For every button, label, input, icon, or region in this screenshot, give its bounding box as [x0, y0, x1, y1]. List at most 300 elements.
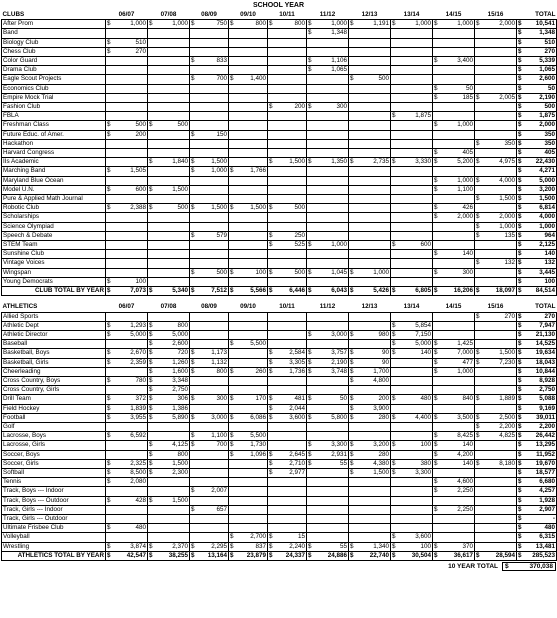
amount-cell — [106, 241, 148, 250]
amount-value: 1,736 — [289, 367, 305, 375]
amount-cell — [307, 312, 349, 321]
currency-sign: $ — [308, 441, 312, 449]
currency-sign: $ — [518, 277, 522, 285]
amount-value: 1,500 — [211, 158, 227, 166]
amount-cell — [190, 514, 229, 523]
currency-sign: $ — [149, 340, 153, 348]
amount-value: 2,000 — [499, 213, 515, 221]
amount-cell — [268, 422, 307, 431]
amount-cell — [148, 121, 190, 130]
amount-cell — [106, 330, 148, 339]
amount-value: 372 — [135, 395, 146, 403]
amount-cell — [229, 367, 268, 376]
year-header: 06/07 — [106, 303, 148, 312]
amount-cell — [106, 75, 148, 84]
currency-sign: $ — [434, 505, 438, 513]
currency-sign: $ — [434, 395, 438, 403]
currency-sign: $ — [350, 75, 354, 83]
currency-sign: $ — [269, 231, 273, 239]
amount-cell — [229, 312, 268, 321]
amount-cell — [391, 47, 433, 56]
amount-cell — [433, 367, 475, 376]
table-row — [2, 367, 557, 376]
amount-cell — [268, 542, 307, 551]
amount-cell — [148, 222, 190, 231]
row-label: Ultimate Frisbee Club — [2, 524, 106, 533]
row-total — [517, 20, 557, 29]
row-total — [517, 524, 557, 533]
amount-cell — [391, 93, 433, 102]
row-total — [517, 367, 557, 376]
amount-cell — [307, 268, 349, 277]
amount-cell — [391, 195, 433, 204]
amount-cell — [148, 312, 190, 321]
row-label: Speech & Debate — [2, 231, 106, 240]
amount-value: 1,340 — [373, 542, 389, 550]
amount-value: 1,889 — [499, 395, 515, 403]
amount-value: 300 — [216, 395, 227, 403]
amount-cell — [268, 496, 307, 505]
amount-value: 6,805 — [415, 287, 431, 295]
amount-cell — [433, 450, 475, 459]
amount-cell — [106, 259, 148, 268]
currency-sign: $ — [476, 395, 480, 403]
amount-cell — [475, 312, 517, 321]
year-header: 08/09 — [190, 11, 229, 20]
amount-cell — [106, 413, 148, 422]
amount-cell — [475, 413, 517, 422]
amount-value: 170 — [255, 395, 266, 403]
amount-cell — [307, 222, 349, 231]
amount-cell — [148, 468, 190, 477]
amount-cell — [190, 367, 229, 376]
currency-sign: $ — [518, 75, 522, 83]
currency-sign: $ — [191, 75, 195, 83]
amount-cell — [391, 259, 433, 268]
amount-value: 1,505 — [130, 167, 146, 175]
amount-cell — [268, 93, 307, 102]
currency-sign: $ — [230, 75, 234, 83]
amount-value: 7,512 — [211, 287, 227, 295]
year-header: 11/12 — [307, 11, 349, 20]
amount-cell — [349, 121, 391, 130]
currency-sign: $ — [434, 287, 438, 295]
ten-year-total — [1, 562, 556, 571]
ten-year-total-value: $ 370,038 — [502, 562, 556, 571]
amount-cell — [229, 213, 268, 222]
amount-cell — [268, 139, 307, 148]
currency-sign: $ — [350, 287, 354, 295]
amount-cell — [190, 139, 229, 148]
amount-cell — [190, 441, 229, 450]
amount-value: 1,100 — [457, 185, 473, 193]
total-value: 9,169 — [539, 404, 555, 412]
amount-value: 1,500 — [499, 195, 515, 203]
currency-sign: $ — [308, 29, 312, 37]
amount-cell — [475, 130, 517, 139]
currency-sign: $ — [434, 358, 438, 366]
amount-value: 22,740 — [369, 551, 389, 559]
amount-value: 4,380 — [373, 459, 389, 467]
amount-value: 510 — [135, 38, 146, 46]
amount-value: 2,388 — [130, 204, 146, 212]
amount-value: 480 — [135, 524, 146, 532]
total-value: 22,430 — [535, 158, 555, 166]
amount-cell — [307, 185, 349, 194]
amount-cell — [391, 441, 433, 450]
athletics-summary-row — [2, 551, 557, 560]
currency-sign: $ — [230, 395, 234, 403]
currency-sign: $ — [149, 321, 153, 329]
currency-sign: $ — [107, 185, 111, 193]
amount-cell — [229, 349, 268, 358]
amount-cell — [229, 277, 268, 286]
amount-cell — [349, 441, 391, 450]
currency-sign: $ — [350, 268, 354, 276]
currency-sign: $ — [518, 103, 522, 111]
amount-value: 780 — [135, 376, 146, 384]
amount-cell — [148, 149, 190, 158]
amount-cell — [391, 330, 433, 339]
amount-cell — [475, 204, 517, 213]
table-row — [2, 167, 557, 176]
row-total — [517, 514, 557, 523]
row-label: Allied Sports — [2, 312, 106, 321]
currency-sign: $ — [107, 358, 111, 366]
amount-value: 5,890 — [172, 413, 188, 421]
amount-value: 2,750 — [172, 386, 188, 394]
amount-cell — [307, 386, 349, 395]
amount-cell — [148, 551, 190, 560]
amount-cell — [433, 231, 475, 240]
amount-cell — [268, 524, 307, 533]
amount-cell — [268, 130, 307, 139]
amount-cell — [190, 404, 229, 413]
currency-sign: $ — [191, 57, 195, 65]
amount-value: 132 — [504, 259, 515, 267]
currency-sign: $ — [518, 533, 522, 541]
amount-cell — [391, 496, 433, 505]
amount-cell — [268, 277, 307, 286]
amount-cell — [349, 195, 391, 204]
amount-cell — [106, 222, 148, 231]
row-total — [517, 422, 557, 431]
amount-value: 500 — [135, 121, 146, 129]
table-row — [2, 149, 557, 158]
total-value: 270 — [544, 47, 555, 55]
amount-value: 837 — [255, 542, 266, 550]
currency-sign: $ — [518, 222, 522, 230]
currency-sign: $ — [518, 312, 522, 320]
amount-cell — [349, 349, 391, 358]
amount-value: 7,000 — [457, 349, 473, 357]
currency-sign: $ — [350, 330, 354, 338]
amount-cell — [475, 250, 517, 259]
currency-sign: $ — [107, 376, 111, 384]
amount-cell — [349, 505, 391, 514]
amount-cell — [106, 287, 148, 296]
amount-cell — [190, 487, 229, 496]
amount-cell — [349, 84, 391, 93]
amount-cell — [190, 349, 229, 358]
row-total — [517, 185, 557, 194]
amount-value: 380 — [420, 459, 431, 467]
total-value: 4,271 — [539, 167, 555, 175]
amount-value: 6,446 — [289, 287, 305, 295]
amount-cell — [475, 395, 517, 404]
currency-sign: $ — [434, 213, 438, 221]
amount-cell — [349, 93, 391, 102]
amount-cell — [268, 185, 307, 194]
amount-cell — [229, 432, 268, 441]
amount-cell — [229, 395, 268, 404]
row-total — [517, 468, 557, 477]
amount-cell — [307, 38, 349, 47]
row-label: Athletic Director — [2, 330, 106, 339]
amount-cell — [349, 468, 391, 477]
amount-cell — [148, 93, 190, 102]
year-header: 12/13 — [349, 11, 391, 20]
currency-sign: $ — [476, 158, 480, 166]
row-label: Chess Club — [2, 47, 106, 56]
total-value: 13,295 — [535, 441, 555, 449]
row-label: Track, Boys --- Outdoor — [2, 496, 106, 505]
currency-sign: $ — [518, 358, 522, 366]
currency-sign: $ — [269, 103, 273, 111]
amount-value: 350 — [504, 139, 515, 147]
currency-sign: $ — [149, 395, 153, 403]
total-value: 4,257 — [539, 487, 555, 495]
currency-sign: $ — [308, 66, 312, 74]
table-row — [2, 195, 557, 204]
amount-cell — [106, 432, 148, 441]
currency-sign: $ — [107, 330, 111, 338]
amount-cell — [148, 413, 190, 422]
amount-cell — [475, 121, 517, 130]
currency-sign: $ — [308, 241, 312, 249]
total-value: 19,634 — [535, 349, 555, 357]
amount-cell — [349, 551, 391, 560]
amount-value: 500 — [177, 204, 188, 212]
amount-cell — [148, 167, 190, 176]
currency-sign: $ — [149, 459, 153, 467]
amount-cell — [268, 112, 307, 121]
currency-sign: $ — [230, 367, 234, 375]
amount-cell — [190, 340, 229, 349]
row-label: Wingspan — [2, 268, 106, 277]
amount-cell — [475, 158, 517, 167]
row-label: Pure & Applied Math Journal — [2, 195, 106, 204]
amount-value: 1,000 — [457, 367, 473, 375]
amount-value: 1,500 — [499, 349, 515, 357]
amount-cell — [307, 349, 349, 358]
amount-cell — [433, 47, 475, 56]
amount-cell — [106, 459, 148, 468]
year-header: 07/08 — [148, 11, 190, 20]
amount-value: 1,000 — [130, 20, 146, 28]
amount-cell — [475, 496, 517, 505]
amount-cell — [268, 84, 307, 93]
amount-value: 800 — [294, 20, 305, 28]
amount-cell — [349, 496, 391, 505]
amount-cell — [190, 195, 229, 204]
amount-value: 500 — [216, 268, 227, 276]
amount-cell — [349, 112, 391, 121]
amount-cell — [268, 176, 307, 185]
amount-value: 55 — [339, 459, 347, 467]
amount-value: 3,955 — [130, 413, 146, 421]
row-label: Track, Girls --- Outdoor — [2, 514, 106, 523]
currency-sign: $ — [518, 139, 522, 147]
amount-cell — [268, 287, 307, 296]
currency-sign: $ — [518, 349, 522, 357]
amount-cell — [349, 413, 391, 422]
amount-cell — [475, 231, 517, 240]
row-label: Eagle Scout Projects — [2, 75, 106, 84]
total-value: 5,088 — [539, 395, 555, 403]
amount-value: 18,097 — [495, 287, 515, 295]
amount-cell — [391, 422, 433, 431]
currency-sign: $ — [269, 20, 273, 28]
amount-cell — [391, 478, 433, 487]
amount-cell — [307, 139, 349, 148]
amount-value: 5,500 — [250, 432, 266, 440]
currency-sign: $ — [350, 450, 354, 458]
amount-cell — [475, 176, 517, 185]
amount-value: 5,800 — [331, 413, 347, 421]
row-label: Model U.N. — [2, 185, 106, 194]
amount-cell — [268, 468, 307, 477]
currency-sign: $ — [191, 413, 195, 421]
amount-value: 7,073 — [130, 287, 146, 295]
row-label: Scholarships — [2, 213, 106, 222]
row-label: Cheerleading — [2, 367, 106, 376]
amount-cell — [190, 413, 229, 422]
amount-cell — [268, 312, 307, 321]
amount-cell — [229, 496, 268, 505]
amount-cell — [190, 505, 229, 514]
year-header: 10/11 — [268, 11, 307, 20]
total-value: 2,907 — [539, 505, 555, 513]
amount-cell — [268, 321, 307, 330]
amount-value: 90 — [381, 349, 389, 357]
currency-sign: $ — [149, 468, 153, 476]
amount-cell — [268, 487, 307, 496]
currency-sign: $ — [107, 496, 111, 504]
amount-cell — [190, 213, 229, 222]
currency-sign: $ — [191, 551, 195, 559]
amount-cell — [106, 250, 148, 259]
amount-cell — [106, 268, 148, 277]
amount-cell — [229, 231, 268, 240]
amount-value: 24,886 — [327, 551, 347, 559]
row-label: After Prom — [2, 20, 106, 29]
amount-cell — [268, 259, 307, 268]
row-total — [517, 376, 557, 385]
amount-value: 36,617 — [453, 551, 473, 559]
amount-cell — [148, 505, 190, 514]
currency-sign: $ — [269, 241, 273, 249]
total-value: 1,348 — [539, 29, 555, 37]
amount-cell — [229, 376, 268, 385]
currency-sign: $ — [149, 386, 153, 394]
currency-sign: $ — [476, 20, 480, 28]
currency-sign: $ — [476, 422, 480, 430]
row-label: Athletic Dept — [2, 321, 106, 330]
amount-cell — [349, 167, 391, 176]
amount-cell — [433, 395, 475, 404]
amount-cell — [229, 459, 268, 468]
currency-sign: $ — [350, 441, 354, 449]
amount-cell — [229, 158, 268, 167]
amount-cell — [391, 57, 433, 66]
amount-cell — [475, 487, 517, 496]
amount-cell — [433, 158, 475, 167]
total-value: 1,928 — [539, 496, 555, 504]
total-value: 500 — [544, 103, 555, 111]
amount-cell — [391, 349, 433, 358]
currency-sign: $ — [434, 487, 438, 495]
year-header: 06/07 — [106, 11, 148, 20]
amount-cell — [190, 551, 229, 560]
row-total — [517, 358, 557, 367]
total-value: 1,065 — [539, 66, 555, 74]
amount-cell — [307, 112, 349, 121]
amount-cell — [475, 222, 517, 231]
clubs-section-title: CLUBS — [2, 11, 106, 20]
amount-value: 1,500 — [172, 459, 188, 467]
currency-sign: $ — [518, 478, 522, 486]
amount-cell — [475, 47, 517, 56]
amount-value: 140 — [462, 250, 473, 258]
amount-value: 4,975 — [499, 158, 515, 166]
amount-value: 3,348 — [172, 376, 188, 384]
amount-cell — [190, 496, 229, 505]
currency-sign: $ — [392, 542, 396, 550]
currency-sign: $ — [350, 158, 354, 166]
amount-cell — [106, 496, 148, 505]
currency-sign: $ — [230, 20, 234, 28]
amount-cell — [475, 404, 517, 413]
currency-sign: $ — [107, 468, 111, 476]
amount-cell — [229, 321, 268, 330]
amount-cell — [148, 176, 190, 185]
amount-value: 280 — [378, 450, 389, 458]
amount-cell — [307, 340, 349, 349]
amount-cell — [148, 112, 190, 121]
total-value: 19,670 — [535, 459, 555, 467]
amount-value: 750 — [216, 20, 227, 28]
amount-cell — [307, 167, 349, 176]
currency-sign: $ — [434, 441, 438, 449]
amount-cell — [433, 459, 475, 468]
amount-cell — [106, 149, 148, 158]
currency-sign: $ — [149, 20, 153, 28]
amount-value: 3,400 — [457, 57, 473, 65]
amount-cell — [433, 505, 475, 514]
currency-sign: $ — [434, 542, 438, 550]
total-value: 6,814 — [539, 204, 555, 212]
table-row — [2, 533, 557, 542]
amount-cell — [307, 542, 349, 551]
currency-sign: $ — [308, 349, 312, 357]
amount-cell — [475, 213, 517, 222]
row-total — [517, 386, 557, 395]
table-row — [2, 450, 557, 459]
amount-cell — [475, 441, 517, 450]
amount-value: 833 — [216, 57, 227, 65]
table-row — [2, 376, 557, 385]
